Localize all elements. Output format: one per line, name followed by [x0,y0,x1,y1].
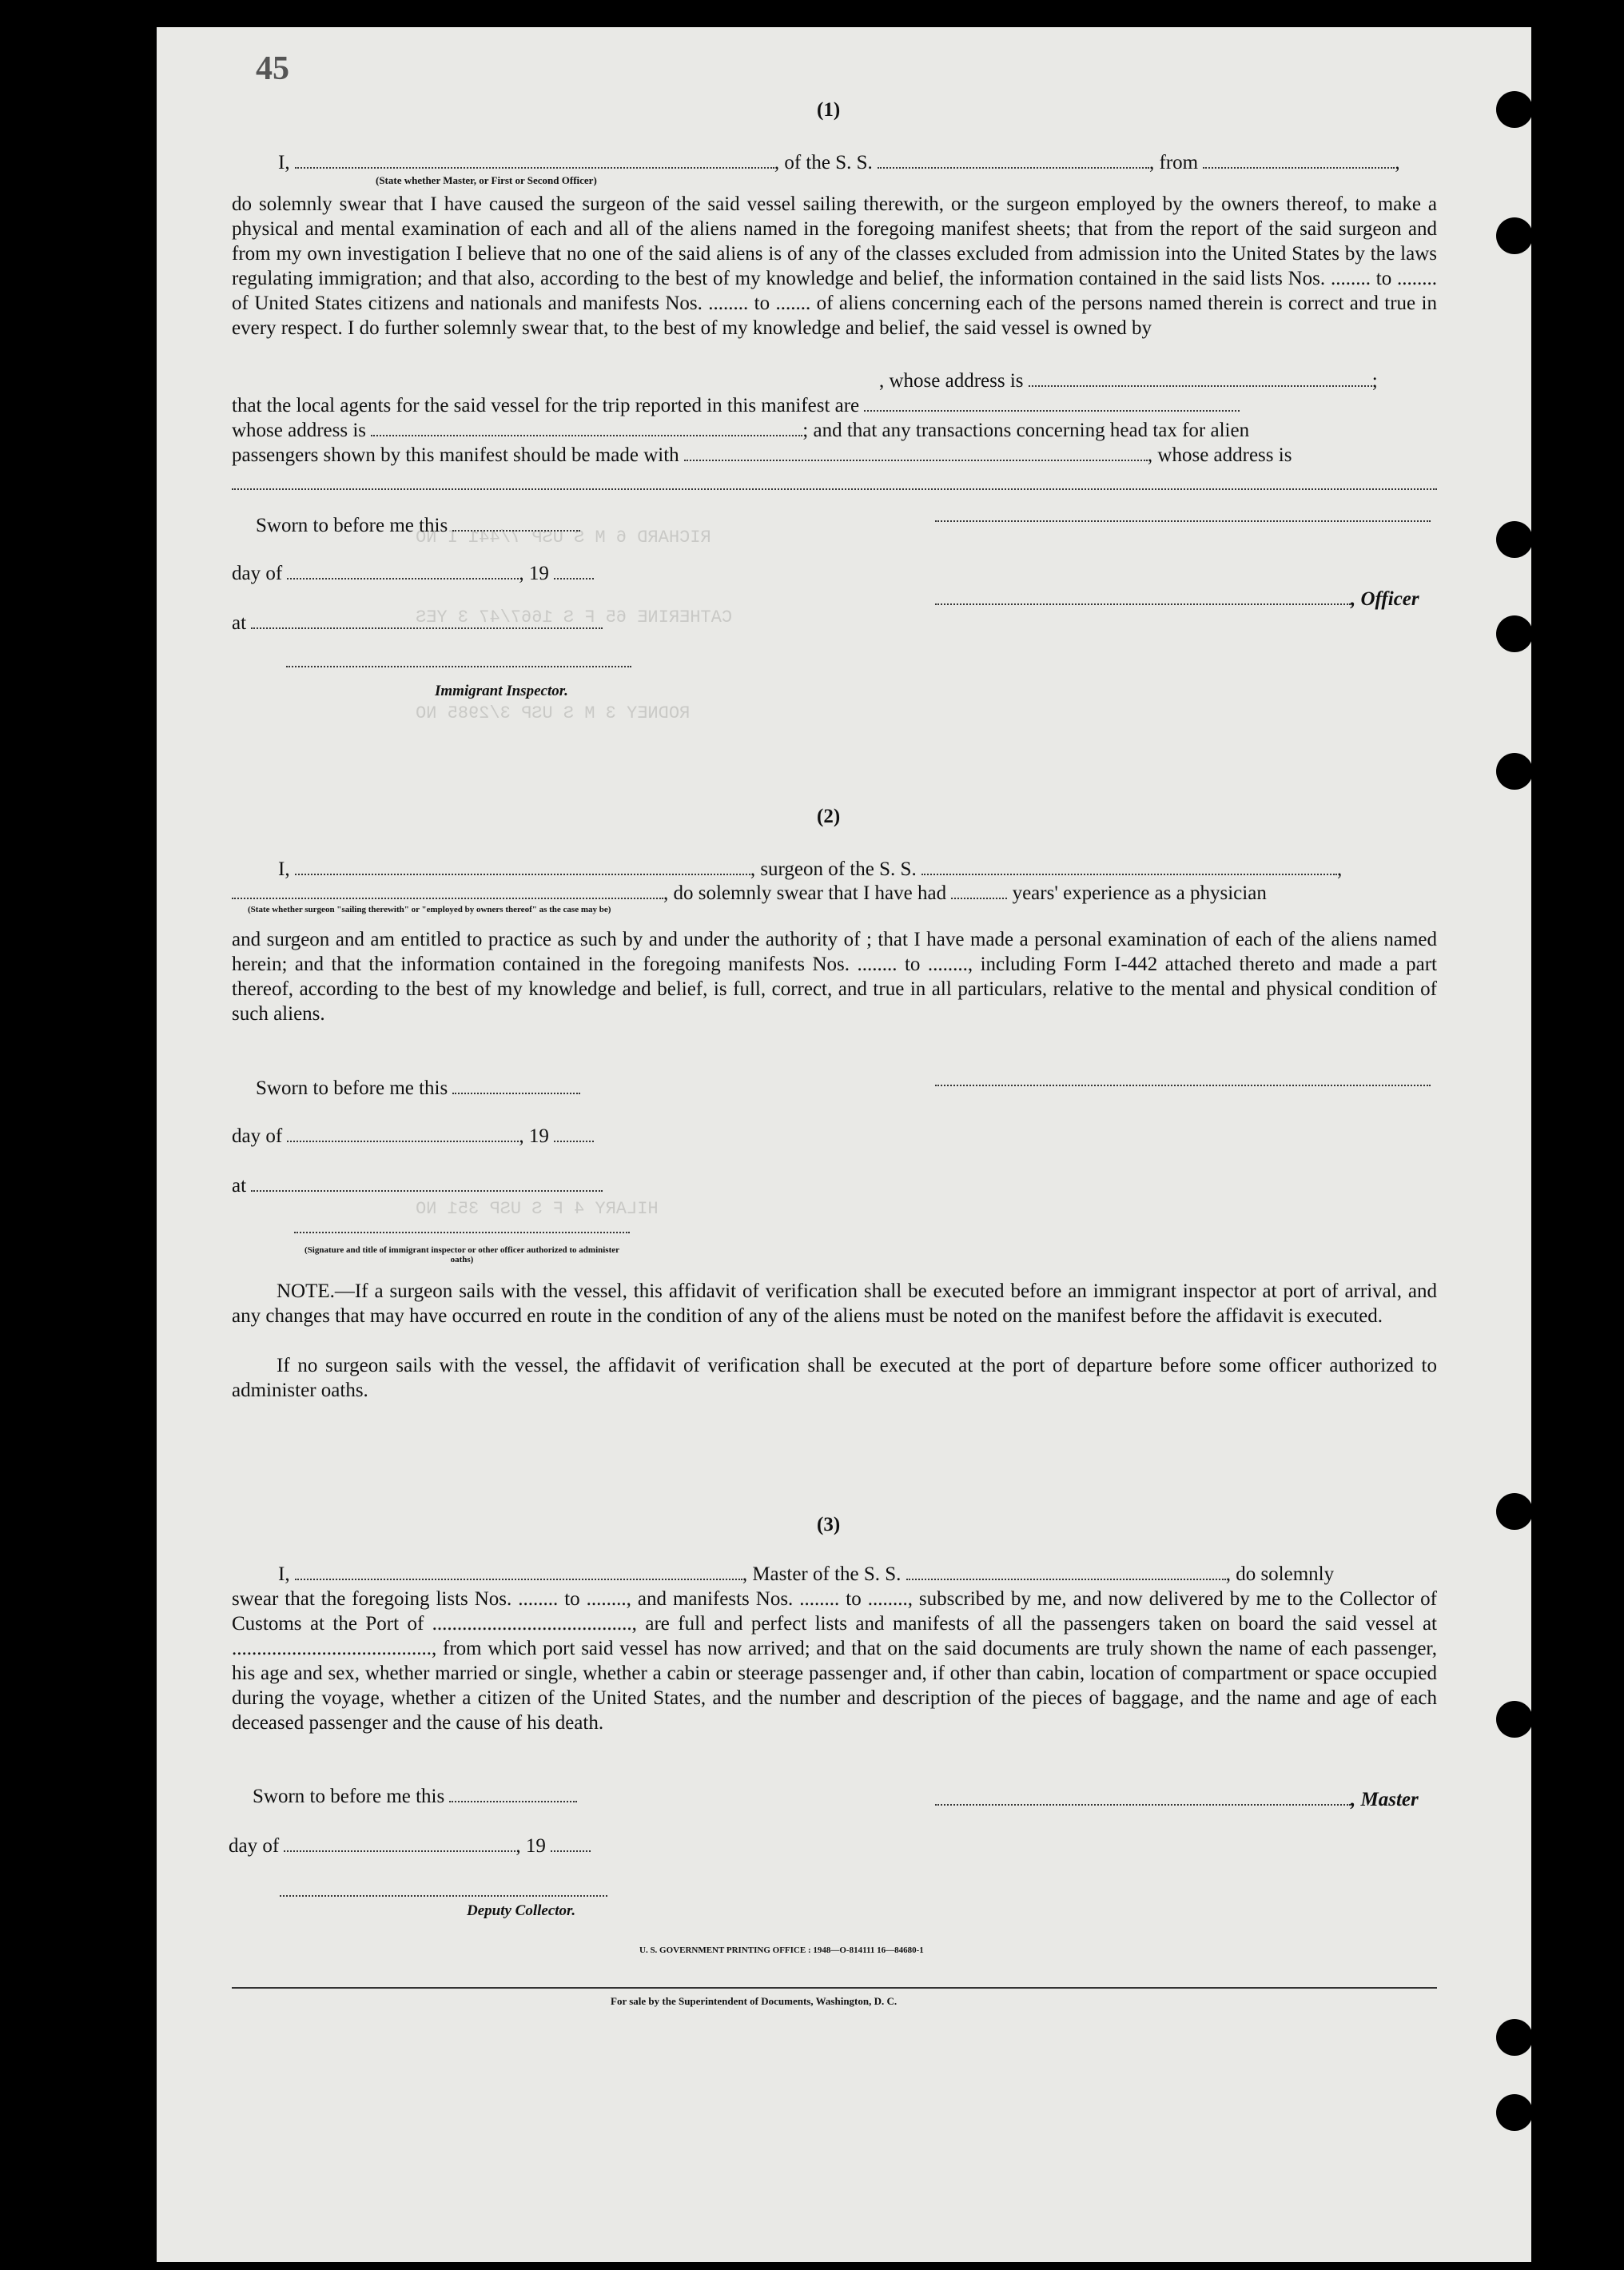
at-field[interactable] [251,627,603,629]
owner-address-label: , whose address is ; [879,370,1378,392]
bleed-through: HILARY 4 F S USP 351 NO [416,1199,659,1219]
for-sale-note: For sale by the Superintendent of Documents, Washington, D. C. [611,1995,898,2007]
local-agents-line: that the local agents for the said vessel for the trip reported in this manifest are [232,393,1240,418]
master-vessel-field[interactable] [906,1578,1226,1580]
officer-note: (State whether Master, or First or Second Officer) [376,174,597,186]
sworn-day-field[interactable] [452,1092,580,1094]
officer-signature[interactable] [935,603,1351,605]
at-line: at [232,611,603,635]
day-line: day of , 19 [232,1124,594,1149]
master-signature[interactable] [935,1803,1351,1806]
day-field[interactable] [287,1140,519,1142]
surgeon-line: I, , surgeon of the S. S. , [278,858,1343,880]
inspector-signature[interactable] [286,657,631,671]
master-line: I, , Master of the S. S. , do solemnly [278,1563,1335,1585]
at-line: at [232,1173,603,1198]
label-of-ss: , of the S. S. [774,152,873,173]
year-field[interactable] [554,577,594,579]
section1-body: do solemnly swear that I have caused the surgeon of the said vessel sailing therewith, or the surgeon employed by the owners thereof, to make a physical and mental examination of each and all of the aliens named in the foregoing manifest sheets; that from the report of the said surgeon and from my own investigation I believe that no one of the said aliens is of any of the classes excluded from admission into the United States by the laws regulating immigration; and that also, according to the best of my knowledge and belief, the information contained in the said lists Nos. ........ to ........ of United States citizens and nationals and manifests Nos. ........ to ....... of aliens concerning each of the persons named therein is correct and true in every respect. I do further solemnly swear that, to the best of my knowledge and belief, the said vessel is owned by [232,193,1437,339]
experience-line: , do solemnly swear that I have had years' experience as a physician [232,881,1267,906]
binder-hole [1496,615,1533,652]
officer-line: , Officer [935,587,1419,611]
sworn-line: Sworn to before me this [253,1784,577,1809]
surgeon-status-field[interactable] [232,897,663,899]
vessel-field[interactable] [878,166,1149,169]
page-number: 45 [256,50,289,87]
sworn-line: Sworn to before me this [256,513,580,538]
bleed-through: CATHERINE 65 F S 1667/47 3 YES [416,607,733,627]
surgeon-vessel-field[interactable] [921,873,1337,875]
name-field[interactable] [295,166,774,169]
sworn-day-field[interactable] [449,1800,577,1802]
printing-office: U. S. GOVERNMENT PRINTING OFFICE : 1948—O-814111 16—84680-1 [639,1945,924,1955]
section2-body: and surgeon and am entitled to practice as such by and under the authority of ; that I have made a personal examination of each of the aliens named herein; and that the information contained in the foregoing manifests Nos. ........ to ........, including Form I-442 attached thereto and made a part thereof, according to the best of my knowledge and belief, is full, correct, and true in all particulars, relative to the mental and physical condition of such aliens. [232,929,1437,1025]
sworn-day-field[interactable] [452,529,580,532]
bleed-through: RODNEY 3 M S USP 3/2985 NO [416,703,691,723]
headtax-line: passengers shown by this manifest should be made with , whose address is [232,444,1292,466]
agents-address-field[interactable] [371,434,802,436]
binder-hole [1496,91,1533,128]
inspector-signature[interactable] [294,1223,630,1237]
surgeon-note-paragraph: NOTE.—If a surgeon sails with the vessel, this affidavit of verification shall be executed before an immigrant inspector at port of arrival, and any changes that may have occurred en route in the condition of any of the aliens must be noted on the manifest before the affidavit is executed. [232,1280,1437,1327]
surgeon-note: (State whether surgeon "sailing therewith" or "employed by owners thereof" as the case may be) [248,905,611,914]
year-field[interactable] [551,1850,591,1852]
year-field[interactable] [554,1140,594,1142]
day-line: day of , 19 [232,561,594,586]
signer-label: Deputy Collector. [467,1902,576,1919]
section-number: (2) [817,806,841,827]
binder-hole [1496,1701,1533,1738]
sworn-line: Sworn to before me this [256,1076,580,1101]
binder-hole [1496,521,1533,558]
no-surgeon-paragraph: If no surgeon sails with the vessel, the affidavit of verification shall be executed at the port of departure before some officer authorized to administer oaths. [232,1355,1437,1401]
agents-field[interactable] [864,409,1240,412]
address-field-line[interactable] [232,480,1437,494]
collector-signature[interactable] [280,1886,607,1901]
day-line: day of , 19 [229,1834,591,1858]
headtax-field[interactable] [684,459,1148,461]
agents-address-line: whose address is ; and that any transactions concerning head tax for alien [232,420,1250,441]
bleed-through: RICHARD 6 M S USP 7/441 I NO [416,528,711,548]
oath-line: I, , of the S. S. , from , [278,152,1400,173]
signer-label: Immigrant Inspector. [435,683,568,699]
section3-body: swear that the foregoing lists Nos. ........ to ........, and manifests Nos. ........ to ........, subscribed by me, and now delivered by me to the Collector of Customs at the Port of ........................................, are full and perfect lists and manifests of all the passengers taken on board the said vessel at ........................................, from which port said vessel has now arrived; and that on the said documents are truly shown the name of each passenger, his age and sex, whether married or single, whether a cabin or steerage passenger and, if other than cabin, location of compartment or space occupied during the voyage, whether a citizen of the United States, and the number and description of the pieces of baggage, and the name and age of each deceased passenger and the cause of his death. [232,1588,1437,1734]
binder-hole [1496,217,1533,254]
day-field[interactable] [284,1850,515,1852]
day-field[interactable] [287,577,519,579]
from-field[interactable] [1203,166,1395,169]
owner-address-field[interactable] [1029,384,1372,387]
master-signature-line: , Master [935,1787,1419,1812]
at-field[interactable] [251,1189,603,1192]
binder-hole [1496,753,1533,790]
officer-signature-top[interactable] [935,512,1431,526]
years-field[interactable] [951,897,1007,899]
section-number: (3) [817,1514,841,1535]
label-i: I, [278,152,290,173]
master-name-field[interactable] [295,1578,742,1580]
binder-hole [1496,2094,1533,2131]
divider [232,1987,1437,1989]
binder-hole [1496,2019,1533,2056]
label-from: , from [1149,152,1199,173]
binder-hole [1496,1493,1533,1530]
section-number: (1) [817,99,841,121]
signer-note: (Signature and title of immigrant inspector or other officer authorized to administer oaths) [304,1245,620,1264]
surgeon-signature[interactable] [935,1076,1431,1090]
surgeon-name-field[interactable] [295,873,750,875]
